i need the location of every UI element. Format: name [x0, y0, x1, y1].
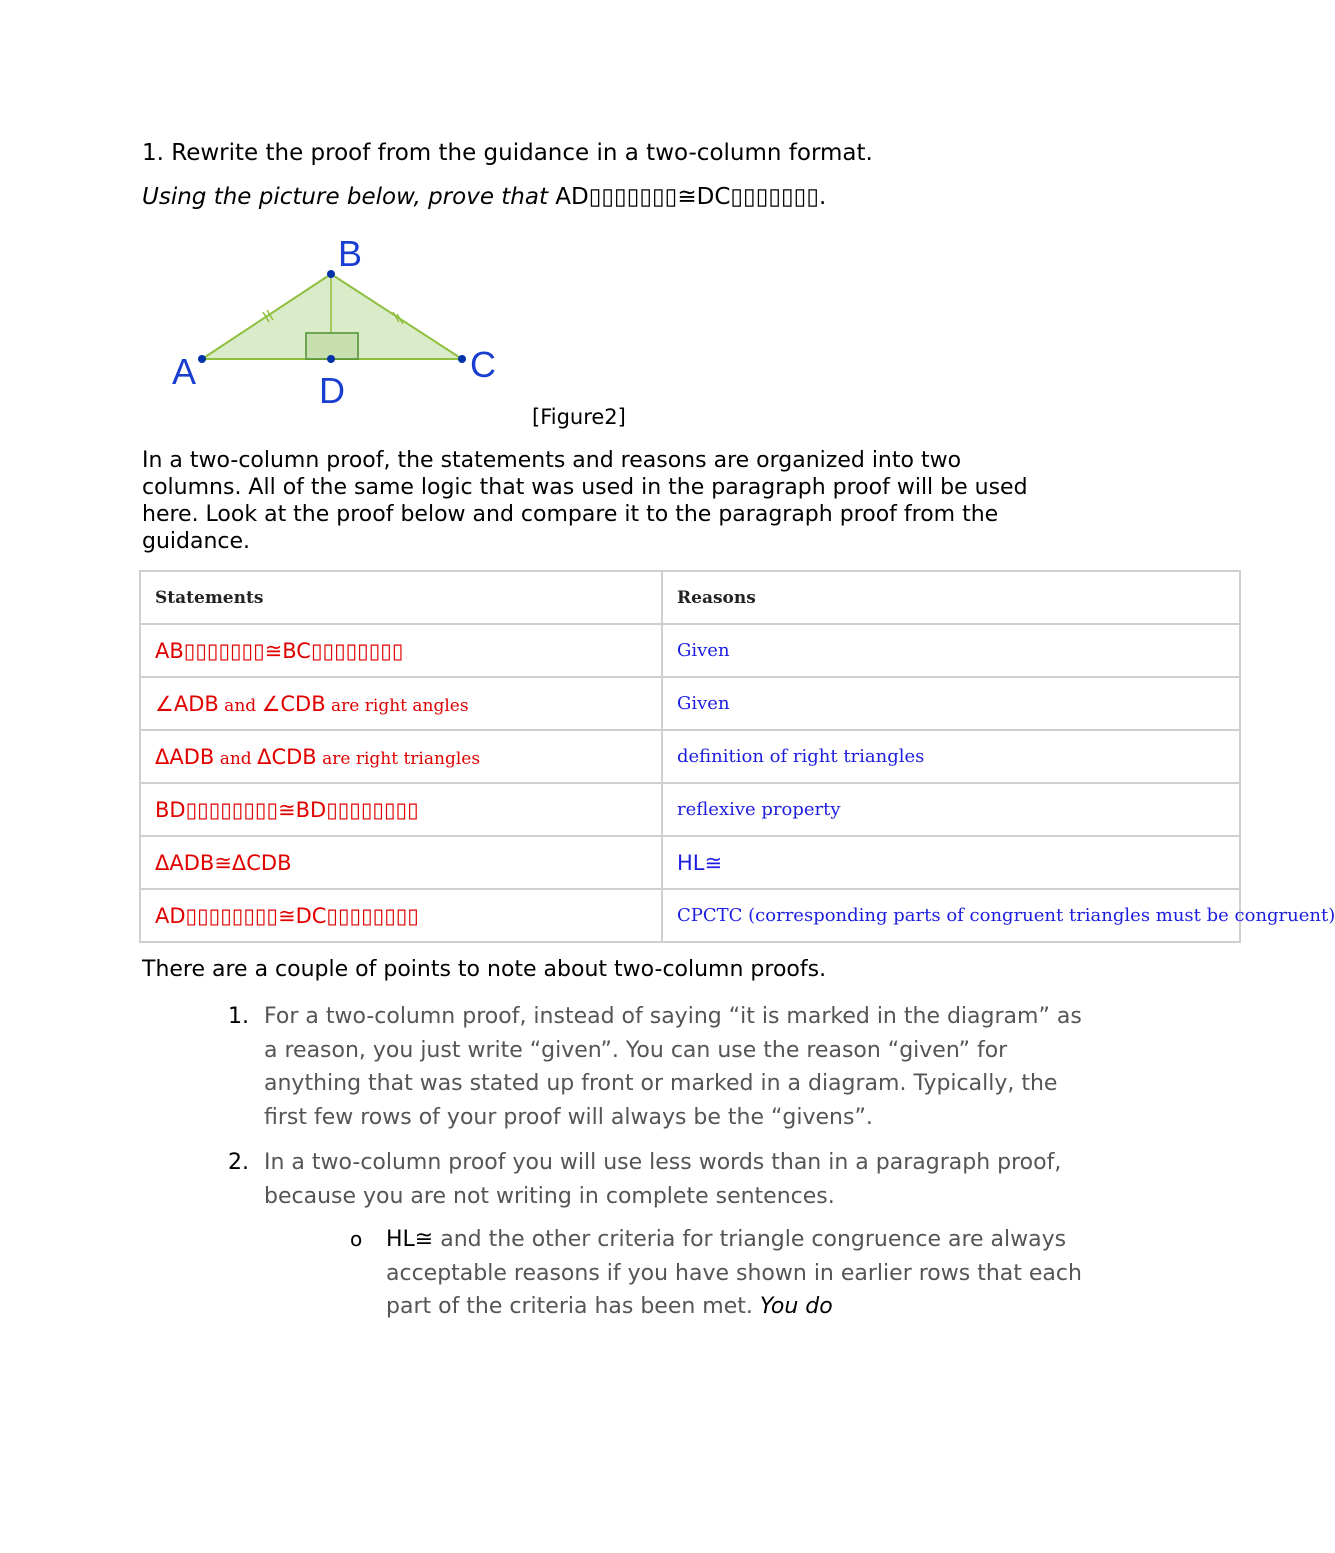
statement-triangle-adb: ΔADB: [155, 744, 215, 769]
table-row: [140, 783, 1240, 836]
prompt-math: AD▯▯▯▯▯▯▯≅DC▯▯▯▯▯▯▯.: [555, 184, 827, 210]
hl-criterion: HL≅: [386, 1227, 434, 1252]
statement-text: AD▯▯▯▯▯▯▯▯≅DC▯▯▯▯▯▯▯▯: [155, 903, 419, 928]
reason-cell: HL≅: [662, 836, 1240, 889]
label-b: B: [338, 233, 363, 274]
point-b: [327, 270, 335, 278]
prompt-text: Using the picture below, prove that: [142, 184, 556, 210]
list-number: 2.: [228, 1150, 249, 1175]
statement-cell: [140, 624, 662, 677]
list-item: [228, 1146, 1088, 1324]
list-item-text: In a two-column proof you will use less words than in a paragraph proof, because you are not writing in complete sentences.: [264, 1150, 1062, 1209]
label-c: C: [470, 344, 496, 385]
sub-list-item-emphasis: You do: [759, 1294, 833, 1319]
point-c: [458, 355, 466, 363]
figure-caption: [Figure2]: [532, 405, 626, 429]
reason-cell: reflexive property: [662, 783, 1240, 836]
statement-and: and: [214, 748, 258, 769]
question-heading: 1. Rewrite the proof from the guidance in a two-column format.: [142, 140, 873, 166]
reason-cell: Given: [662, 677, 1240, 730]
statement-text: ΔADB≅ΔCDB: [155, 850, 292, 875]
point-a: [198, 355, 206, 363]
point-d: [327, 355, 335, 363]
reason-cell: Given: [662, 624, 1240, 677]
label-d: D: [319, 370, 345, 411]
table-row: [140, 730, 1240, 783]
table-row: [140, 836, 1240, 889]
statement-tail: are right triangles: [316, 748, 481, 769]
notes-list: [228, 1000, 1088, 1336]
label-a: A: [172, 351, 197, 392]
statement-angle-cdb: ∠CDB: [261, 691, 326, 716]
table-header-row: [140, 571, 1240, 624]
table-row: [140, 677, 1240, 730]
statement-cell: [140, 730, 662, 783]
list-item: [228, 1000, 1088, 1134]
header-statements: Statements: [140, 571, 662, 624]
right-angle-marker: [306, 333, 358, 359]
statement-angle-adb: ∠ADB: [155, 691, 219, 716]
intro-paragraph: In a two-column proof, the statements and reasons are organized into two columns. All of the same logic that was used in the paragraph proof will be used here. Look at the proof below and compare it to the paragraph proof from the guidance.: [142, 448, 1028, 554]
sub-list: [350, 1223, 1088, 1324]
sub-list-item: [350, 1223, 1088, 1324]
statement-tail: are right angles: [325, 695, 469, 716]
reason-cell: definition of right triangles: [662, 730, 1240, 783]
statement-cell: [140, 677, 662, 730]
list-item-text: For a two-column proof, instead of saying “it is marked in the diagram” as a reason, you just write “given”. You can use the reason “given” for anything that was stated up front or marked in a diagram. Typically, the first few rows of your proof will always be the “givens”.: [264, 1004, 1082, 1130]
table-row: [140, 624, 1240, 677]
statement-text: BD▯▯▯▯▯▯▯▯≅BD▯▯▯▯▯▯▯▯: [155, 797, 419, 822]
statement-and: and: [218, 695, 262, 716]
notes-heading: There are a couple of points to note about two-column proofs.: [142, 957, 827, 982]
triangle-figure: [168, 232, 508, 410]
list-number: 1.: [228, 1004, 249, 1029]
statement-cell: [140, 783, 662, 836]
reason-cell: CPCTC (corresponding parts of congruent triangles must be congruent): [662, 889, 1240, 942]
proof-table: [139, 570, 1335, 943]
table-row: [140, 889, 1240, 942]
statement-text: AB▯▯▯▯▯▯▯≅BC▯▯▯▯▯▯▯▯: [155, 638, 404, 663]
statement-triangle-cdb: ΔCDB: [257, 744, 317, 769]
header-reasons: Reasons: [662, 571, 1240, 624]
statement-cell: [140, 889, 662, 942]
statement-cell: [140, 836, 662, 889]
question-prompt: [142, 184, 826, 210]
bullet-icon: o: [350, 1227, 363, 1251]
sub-list-item-text: and the other criteria for triangle congruence are always acceptable reasons if you have shown in earlier rows that each part of the criteria has been met.: [386, 1227, 1082, 1319]
